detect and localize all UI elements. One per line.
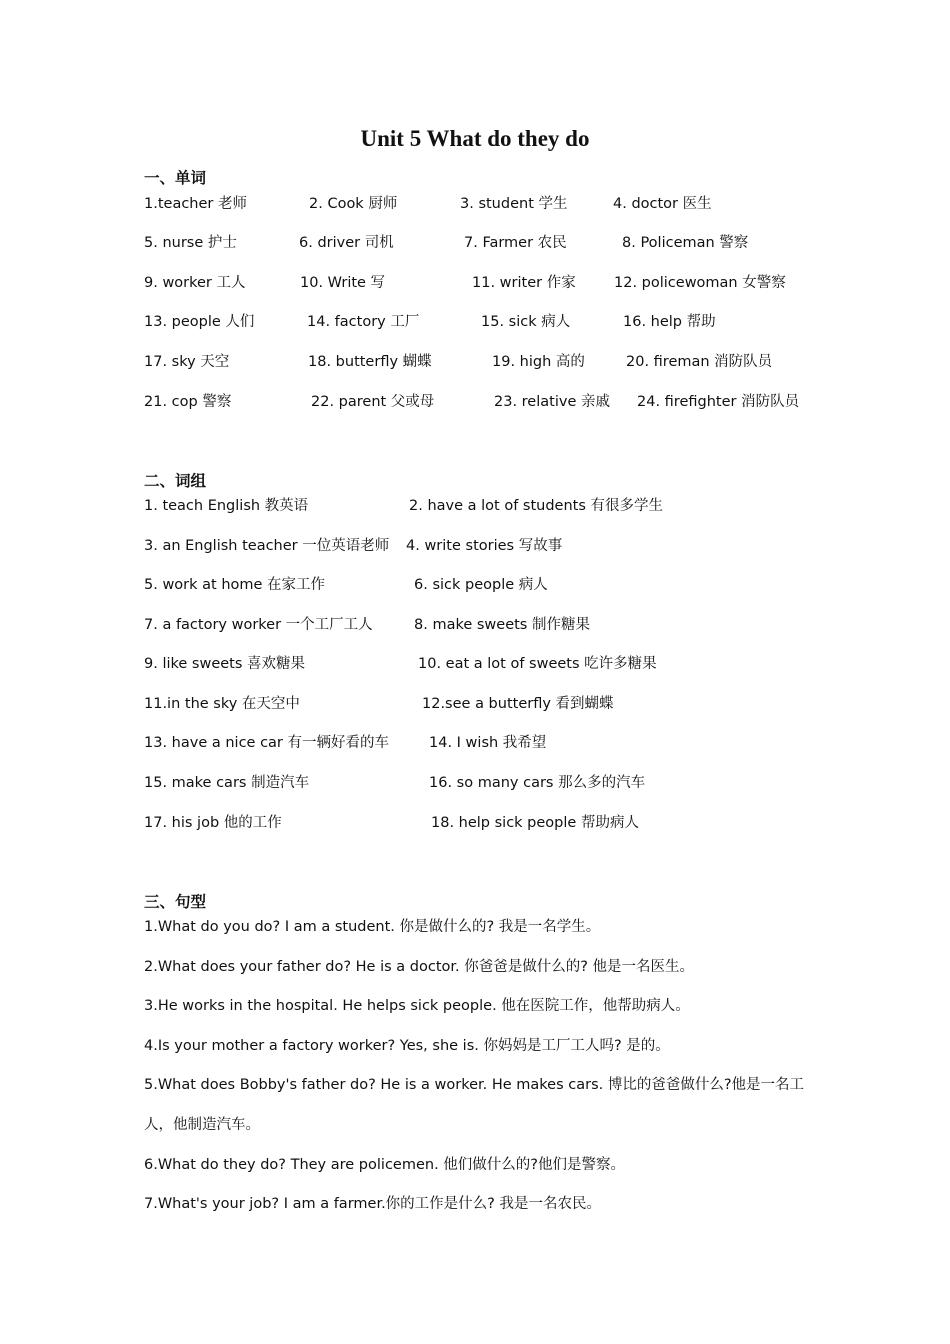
sentence-line: 2.What does your father do? He is a doctor. 你爸爸是做什么的? 他是一名医生。 — [144, 959, 695, 975]
phrase-item: 3. an English teacher 一位英语老师 — [144, 538, 390, 554]
word-item: 9. worker 工人 — [144, 275, 246, 291]
phrase-row — [0, 652, 950, 676]
phrase-row — [0, 494, 950, 518]
word-row — [0, 350, 950, 374]
phrase-item: 17. his job 他的工作 — [144, 815, 282, 831]
word-row — [0, 390, 950, 414]
word-item: 16. help 帮助 — [623, 314, 716, 330]
word-row — [0, 192, 950, 216]
sentence-line: 7.What's your job? I am a farmer.你的工作是什么? 我是一名农民。 — [144, 1196, 601, 1212]
word-item: 10. Write 写 — [300, 275, 386, 291]
phrase-row — [0, 573, 950, 597]
word-item: 8. Policeman 警察 — [622, 235, 749, 251]
word-item: 11. writer 作家 — [472, 275, 576, 291]
phrase-item: 7. a factory worker 一个工厂工人 — [144, 617, 373, 633]
phrase-item: 15. make cars 制造汽车 — [144, 775, 310, 791]
phrase-item: 11.in the sky 在天空中 — [144, 696, 300, 712]
phrase-item: 6. sick people 病人 — [414, 577, 548, 593]
word-item: 7. Farmer 农民 — [464, 235, 567, 251]
phrase-item: 9. like sweets 喜欢糖果 — [144, 656, 306, 672]
phrase-item: 16. so many cars 那么多的汽车 — [429, 775, 646, 791]
sentence-line: 1.What do you do? I am a student. 你是做什么的? 我是一名学生。 — [144, 919, 601, 935]
word-item: 20. fireman 消防队员 — [626, 354, 773, 370]
word-item: 1.teacher 老师 — [144, 196, 247, 212]
phrase-item: 12.see a butterfly 看到蝴蝶 — [422, 696, 614, 712]
word-row — [0, 271, 950, 295]
phrase-item: 14. I wish 我希望 — [429, 735, 547, 751]
phrase-item: 2. have a lot of students 有很多学生 — [409, 498, 663, 514]
sentence-line: 人，他制造汽车。 — [144, 1117, 260, 1133]
phrase-row — [0, 692, 950, 716]
sentence-line: 6.What do they do? They are policemen. 他们做什么的?他们是警察。 — [144, 1157, 625, 1173]
phrase-item: 5. work at home 在家工作 — [144, 577, 326, 593]
section-heading-phrases: 二、词组 — [144, 472, 207, 490]
sentence-line: 5.What does Bobby's father do? He is a worker. He makes cars. 博比的爸爸做什么?他是一名工 — [144, 1077, 805, 1093]
phrase-item: 13. have a nice car 有一辆好看的车 — [144, 735, 389, 751]
word-item: 21. cop 警察 — [144, 394, 232, 410]
word-item: 4. doctor 医生 — [613, 196, 712, 212]
page-title: Unit 5 What do they do — [360, 126, 590, 151]
word-item: 14. factory 工厂 — [307, 314, 420, 330]
word-item: 18. butterfly 蝴蝶 — [308, 354, 432, 370]
word-item: 13. people 人们 — [144, 314, 255, 330]
word-item: 19. high 高的 — [492, 354, 585, 370]
phrase-row — [0, 731, 950, 755]
phrase-item: 4. write stories 写故事 — [406, 538, 563, 554]
word-item: 23. relative 亲戚 — [494, 394, 610, 410]
word-item: 24. firefighter 消防队员 — [637, 394, 800, 410]
phrase-item: 1. teach English 教英语 — [144, 498, 309, 514]
section-heading-sentences: 三、句型 — [144, 893, 207, 911]
phrase-item: 8. make sweets 制作糖果 — [414, 617, 590, 633]
word-item: 2. Cook 厨师 — [309, 196, 398, 212]
word-item: 3. student 学生 — [460, 196, 568, 212]
word-item: 17. sky 天空 — [144, 354, 230, 370]
word-row — [0, 310, 950, 334]
word-item: 6. driver 司机 — [299, 235, 394, 251]
phrase-row — [0, 534, 950, 558]
phrase-item: 10. eat a lot of sweets 吃许多糖果 — [418, 656, 657, 672]
sentence-line: 3.He works in the hospital. He helps sick people. 他在医院工作，他帮助病人。 — [144, 998, 690, 1014]
phrase-row — [0, 613, 950, 637]
word-item: 12. policewoman 女警察 — [614, 275, 786, 291]
section-heading-words: 一、单词 — [144, 169, 207, 187]
word-item: 22. parent 父或母 — [311, 394, 435, 410]
phrase-item: 18. help sick people 帮助病人 — [431, 815, 639, 831]
phrase-row — [0, 771, 950, 795]
word-item: 5. nurse 护士 — [144, 235, 237, 251]
phrase-row — [0, 811, 950, 835]
word-item: 15. sick 病人 — [481, 314, 571, 330]
word-row — [0, 231, 950, 255]
sentence-line: 4.Is your mother a factory worker? Yes, she is. 你妈妈是工厂工人吗? 是的。 — [144, 1038, 670, 1054]
